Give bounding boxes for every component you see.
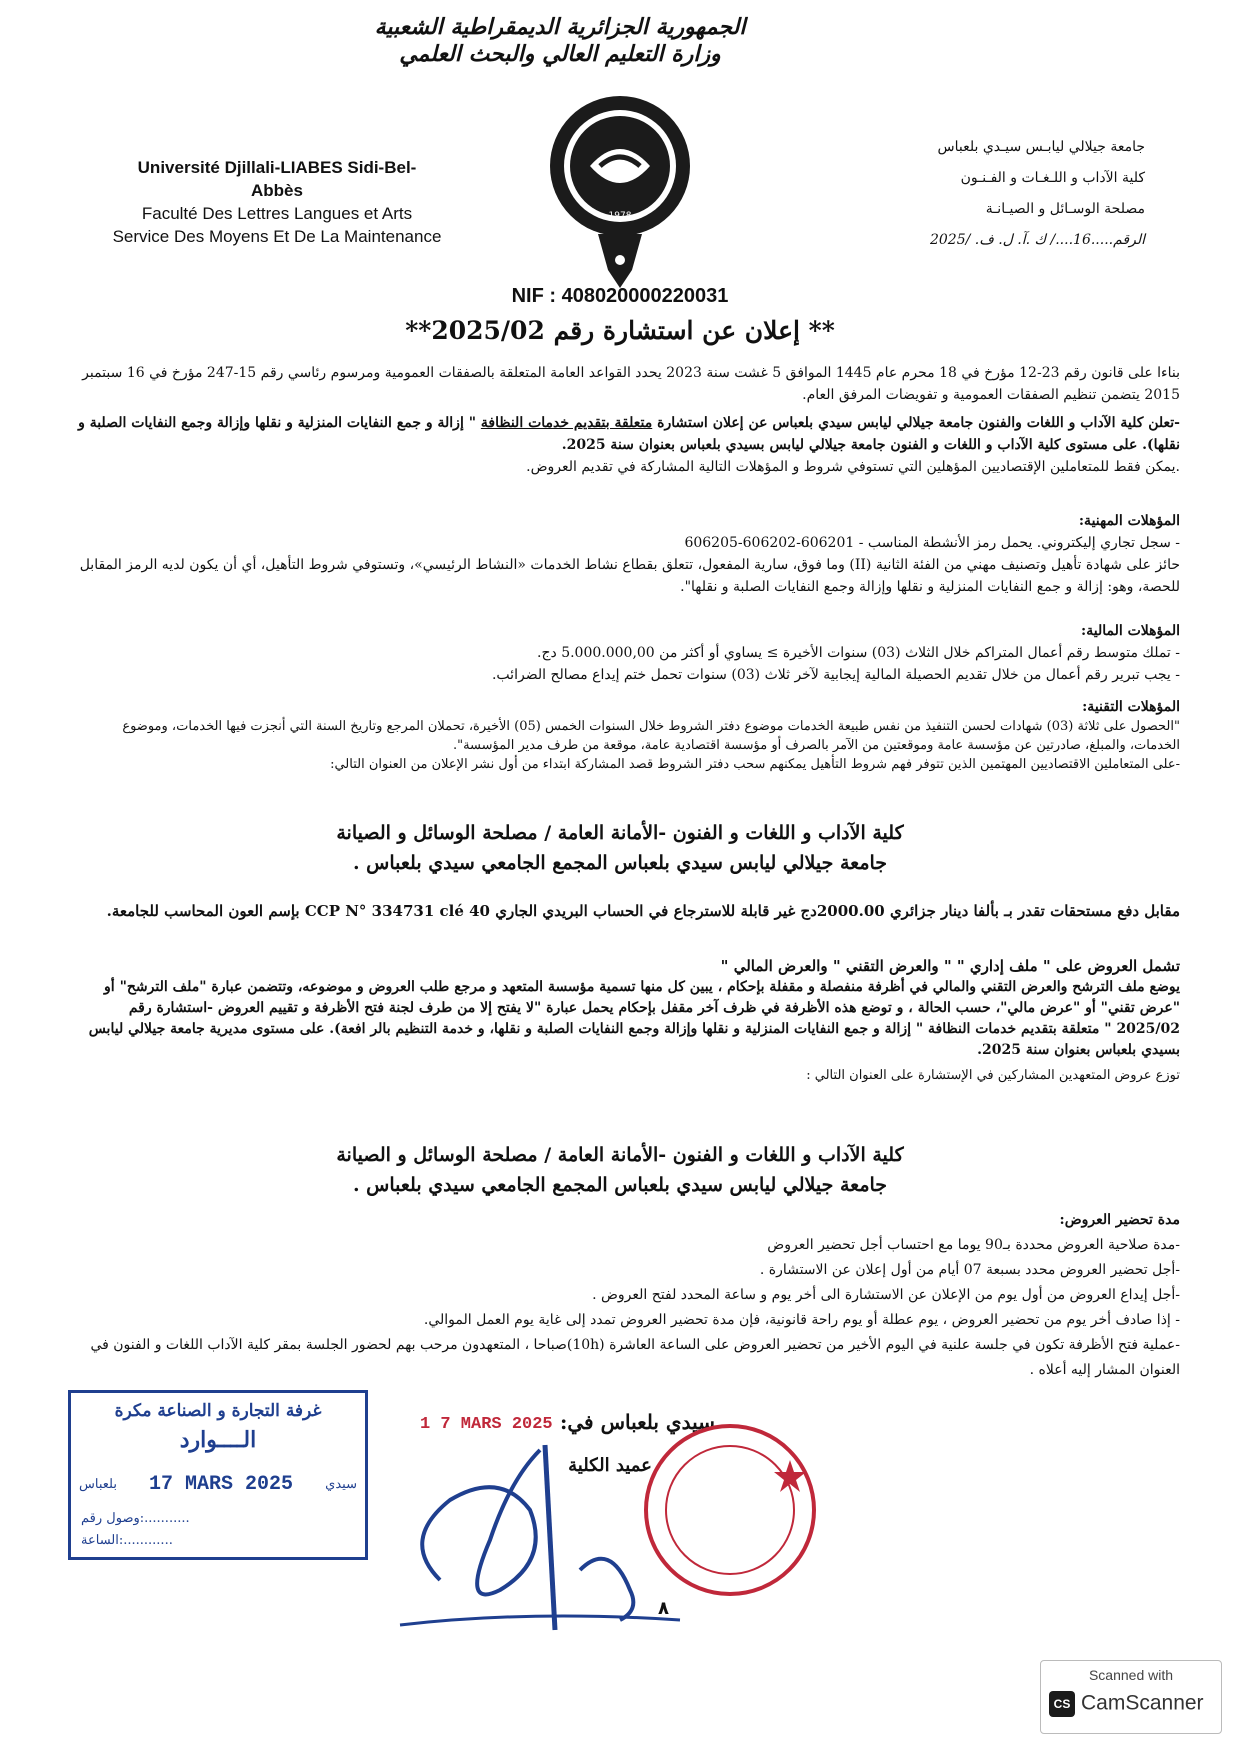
- duration-heading: مدة تحضير العروض:: [1059, 1212, 1180, 1228]
- signature-place: سيدي بلعباس في:: [560, 1410, 715, 1434]
- technical-item-1: "الحصول على ثلاثة (03) شهادات لحسن التنفيذ من نفس طبيعة الخدمات موضوع دفتر الشروط خلال السنوات الخمس (05) الأخيرة، تحملان المرجع وتاريخ السنة التي أنجزت فيها الخدمات، وموضوع الخدمات، والمبلغ، صادرتين عن مؤسسة عامة وموقعتين من الآمر بالصرف أو مؤسسة اقتصادية عامة، موقعة من طرف مدير المؤسسة".: [122, 719, 1180, 753]
- camscanner-brand: [1049, 1691, 1215, 1717]
- financial-item-2: - يجب تبرير رقم أعمال من خلال تقديم الحصيلة المالية إيجابية لآخر ثلاث (03) سنوات تحمل ختم إيداع مصالح الضرائب.: [491, 667, 1180, 683]
- withdrawal-address: [170, 818, 1070, 878]
- duration-item-1: -مدة صلاحية العروض محددة بـ90 يوما مع احتساب أجل تحضير العروض: [767, 1237, 1180, 1253]
- chamber-stamp-date: 17 MARS 2025: [149, 1473, 294, 1496]
- intro-announcement-subject: متعلقة بتقديم خدمات النظافة: [480, 415, 653, 431]
- chamber-stamp-city-left: بلعباس: [79, 1477, 117, 1492]
- technical-heading: المؤهلات التقنية:: [1082, 699, 1180, 715]
- french-institution-block: [112, 156, 442, 248]
- deposit-address: [170, 1140, 1070, 1200]
- dean-title: عميد الكلية: [568, 1455, 652, 1476]
- financial-item-1: - تملك متوسط رقم أعمال المتراكم خلال الثلاث (03) سنوات الأخيرة ≥ يساوي أو أكثر من 5.000.000,00 دج.: [537, 645, 1180, 661]
- payment-section: [70, 898, 1180, 924]
- professional-item-1: - سجل تجاري إليكتروني. يحمل رمز الأنشطة المناسب - 606201-606202-606205: [684, 535, 1180, 551]
- camscanner-logo-icon: CS: [1049, 1691, 1075, 1717]
- intro-eligibility: .يمكن فقط للمتعاملين الإقتصاديين المؤهلين التي تستوفي شروط و المؤهلات التالية المشاركة في تقديم العروض.: [526, 459, 1180, 475]
- chamber-of-commerce-stamp: [68, 1390, 368, 1560]
- chamber-stamp-incoming: الــــوارد: [179, 1427, 257, 1453]
- signature-date-stamp: 1 7 MARS 2025: [420, 1415, 553, 1434]
- deposit-address-line-2: جامعة جيلالي ليابس سيدي بلعباس المجمع الجامعي سيدي بلعباس .: [352, 1174, 888, 1196]
- service-name-fr: Service Des Moyens Et De La Maintenance: [112, 227, 442, 246]
- payment-text: مقابل دفع مستحقات تقدر بـ بألفا دينار جزائري 2000.00دج غير قابلة للاسترجاع في الحساب البريدي الجاري CCP N° 334731 clé 40 بإسم العون المحاسب للجامعة.: [106, 902, 1180, 920]
- duration-item-5: -عملية فتح الأظرفة تكون في جلسة علنية في اليوم الأخير من تحضير العروض على الساعة العاشرة (10h)صباحا ، المتعهدون مرحب بهم لحضور الجلسة بمقر كلية الآداب اللغات و الفنون في العنوان المشار إليه أعلاه .: [90, 1337, 1180, 1378]
- handwritten-signature: [380, 1420, 700, 1650]
- intro-legal-basis: بناءا على قانون رقم 23-12 مؤرخ في 18 محرم عام 1445 الموافق 5 غشت سنة 2023 يحدد القواعد العامة المتعلقة بالصفقات العمومية ومرسوم رئاسي رقم 15-247 مؤرخ في 16 سبتمبر 2015 يتضمن تنظيم الصفقات العمومية و تفويضات المرفق العام.: [82, 365, 1180, 403]
- service-name-ar: مصلحة الوسـائل و الصيـانـة: [985, 201, 1145, 217]
- professional-section: [70, 510, 1180, 598]
- withdrawal-address-line-1: كلية الآداب و اللغات و الفنون -الأمانة العامة / مصلحة الوسائل و الصيانة: [336, 822, 904, 844]
- withdrawal-address-line-2: جامعة جيلالي ليابس سيدي بلعباس المجمع الجامعي سيدي بلعباس .: [352, 852, 888, 874]
- duration-section: [70, 1208, 1180, 1383]
- professional-heading: المؤهلات المهنية:: [1078, 513, 1180, 529]
- arabic-institution-block: [760, 132, 1145, 256]
- university-name-ar: جامعة جيلالي ليابـس سيـدي بلعباس: [937, 139, 1145, 155]
- duration-item-3: -أجل إيداع العروض من أول يوم من الإعلان عن الاستشارة الى أخر يوم و ساعة المحدد لفتح العروض .: [592, 1287, 1180, 1303]
- intro-section: [70, 362, 1180, 478]
- intro-announcement: [70, 412, 1180, 456]
- camscanner-watermark: [1040, 1660, 1222, 1734]
- faculty-name-fr: Faculté Des Lettres Langues et Arts: [141, 204, 413, 223]
- duration-item-4: - إذا صادف أخر يوم من تحضير العروض ، يوم عطلة أو يوم راحة قانونية، فإن مدة تحضير العروض تمدد إلى غاية يوم العمل الموالي.: [423, 1312, 1180, 1328]
- professional-item-2: حائز على شهادة تأهيل وتصنيف مهني من الفئة الثانية (II) وما فوق، سارية المفعول، تتعلق بقطاع نشاط الخدمات «النشاط الرئيسي»، وتستوفي شروط التأهيل، أي أن يكون لديه الرمز المقابل للحصة، وهو: إزالة و جمع النفايات المنزلية و نقلها وإزالة وجمع النفايات الصلبة و نقلها".: [79, 557, 1180, 595]
- deposit-address-line-1: كلية الآداب و اللغات و الفنون -الأمانة العامة / مصلحة الوسائل و الصيانة: [336, 1144, 904, 1166]
- financial-heading: المؤهلات المالية:: [1081, 623, 1180, 639]
- financial-section: [70, 620, 1180, 686]
- offers-composition: تشمل العروض على " ملف إداري " " والعرض التقني " والعرض المالي ": [720, 957, 1180, 975]
- nif-number: NIF : 408020000220031: [511, 285, 729, 307]
- reference-number: الرقم.....16..../ ك .آ. ل. ف. /2025: [929, 232, 1145, 248]
- offers-section: [70, 956, 1180, 1086]
- technical-section: [70, 698, 1180, 774]
- logo-year: 1978: [608, 211, 632, 221]
- university-logo: [540, 92, 700, 292]
- faculty-name-ar: كلية الآداب و اللـغـات و الفـنـون: [960, 170, 1145, 186]
- republic-title: الجمهورية الجزائرية الديمقراطية الشعبية: [374, 14, 746, 40]
- camscanner-scanned-with: Scanned with: [1088, 1667, 1174, 1683]
- document-header: [300, 14, 820, 68]
- duration-item-2: -أجل تحضير العروض محدد بسبعة 07 أيام من أول إعلان عن الاستشارة .: [759, 1262, 1180, 1278]
- offers-envelopes: يوضع ملف الترشح والعرض التقني والمالي في أظرفة منفصلة و مقفلة بإحكام ، يبين كل منها تسمية مؤسسة المتعهد و مرجع طلب العروض و موضوعه، وتتضمن عبارة "ملف الترشح" أو "عرض تقني" أو "عرض مالي"، حسب الحالة ، و توضع هذه الأظرفة في ظرف آخر مقفل بإحكام يحمل عبارة "لا يفتح إلا من طرف لجنة فتح الأظرفة و تقييم العروض -استشارة رقم 2025/02 " متعلقة بتقديم خدمات النظافة " إزالة و جمع النفايات المنزلية و نقلها وإزالة وجمع النفايات الصلبة و نقلها، و خدمة التنظيم بالر افعة). على مستوى مديرية جامعة جيلالي ليابس بسيدي بلعباس بعنوان سنة 2025.: [88, 979, 1180, 1058]
- intro-announcement-b: " إزالة و جمع النفايات المنزلية و نقلها وإزالة وجمع النفايات الصلبة و نقلها). على مستوى كلية الآداب و اللغات و الفنون جامعة جيلالي ليابس بسيدي بلعباس بعنوان سنة 2025.: [78, 415, 1180, 453]
- chamber-stamp-receipt: وصول رقم:...........: [81, 1511, 190, 1526]
- ministry-title: وزارة التعليم العالي والبحث العلمي: [399, 41, 721, 67]
- intro-announcement-a: -تعلن كلية الآداب و اللغات والفنون جامعة جيلالي ليابس سيدي بلعباس عن إعلان استشارة: [652, 415, 1180, 431]
- chamber-stamp-city-right: سيدي: [325, 1477, 357, 1492]
- chamber-stamp-hour: الساعة:............: [81, 1533, 173, 1548]
- page-mark: ٨: [658, 1598, 669, 1619]
- university-name-fr: Université Djillali-LIABES Sidi-Bel-Abbès: [137, 158, 417, 200]
- technical-item-2: -على المتعاملين الاقتصاديين المهتمين الذين تتوفر فهم شروط التأهيل يمكنهم سحب دفتر الشروط قصد المشاركة ابتداء من أول نشر الإعلان من العنوان التالي:: [330, 757, 1180, 772]
- camscanner-brand-name: CamScanner: [1081, 1691, 1204, 1715]
- chamber-stamp-title: غرفة التجارة و الصناعة مكرة: [114, 1401, 322, 1421]
- document-title: ** إعلان عن استشارة رقم 2025/02**: [405, 316, 835, 345]
- offers-deposit: توزع عروض المتعهدين المشاركين في الإستشارة على العنوان التالي :: [806, 1068, 1180, 1083]
